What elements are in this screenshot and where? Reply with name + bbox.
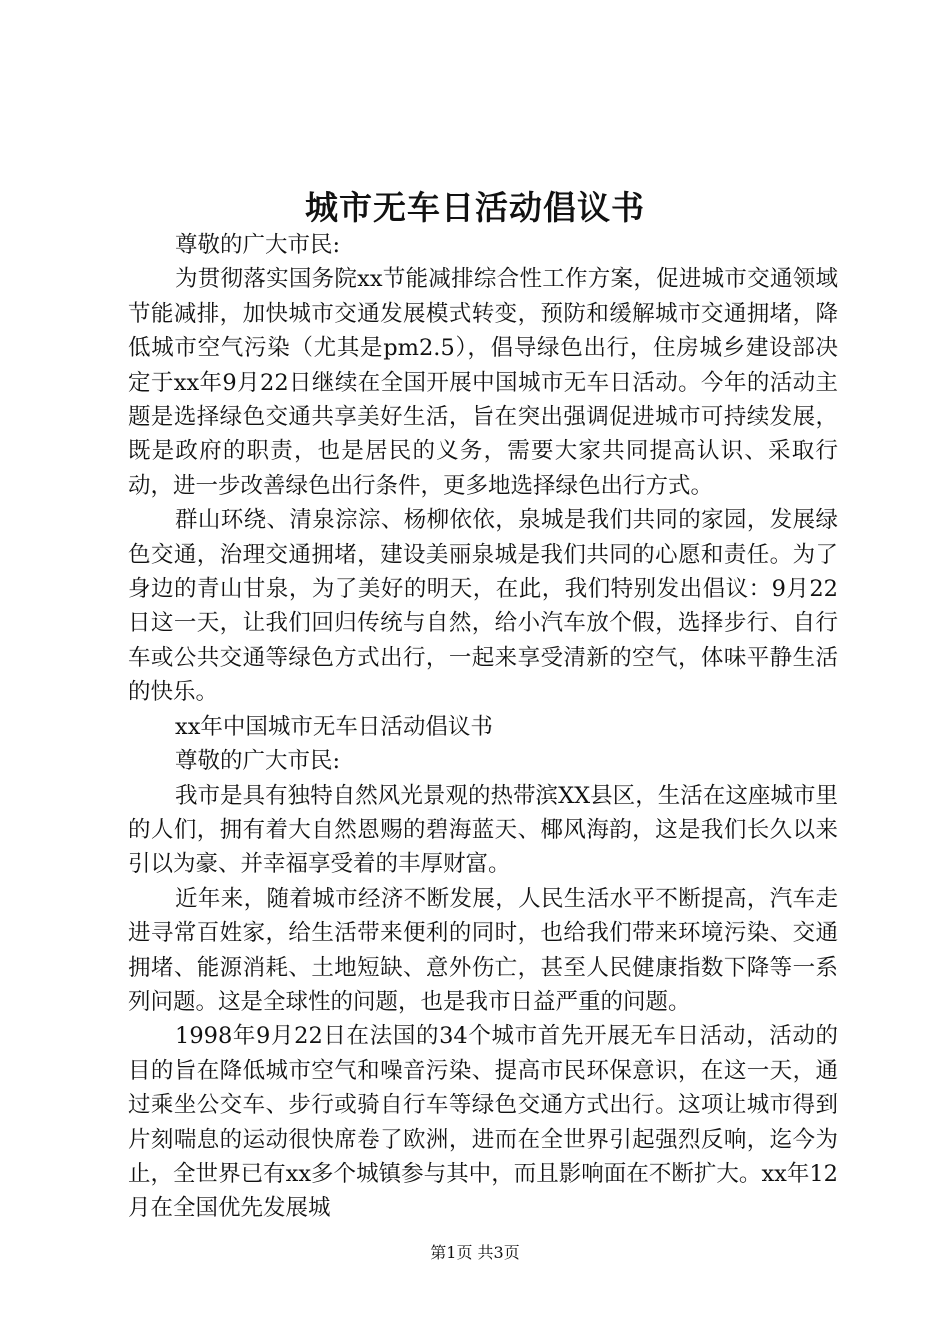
salutation: 尊敬的广大市民: — [175, 232, 341, 258]
paragraph: 近年来，随着城市经济不断发展，人民生活水平不断提高，汽车走进寻常百姓家，给生活带来便利的同时，也给我们带来环境污染、交通拥堵、能源消耗、土地短缺、意外伤亡，甚至人民健康指数下降等一系列问题。这是全球性的问题，也是我市日益严重的问题。 — [128, 885, 838, 1015]
paragraph: 为贯彻落实国务院xx节能减排综合性工作方案，促进城市交通领域节能减排，加快城市交通发展模式转变，预防和缓解城市交通拥堵，降低城市空气污染（尤其是pm2.5），倡导绿色出行，住房城乡建设部决定于xx年9月22日继续在全国开展中国城市无车日活动。今年的活动主题是选择绿色交通共享美好生活，旨在突出强调促进城市可持续发展，既是政府的职责，也是居民的义务，需要大家共同提高认识、采取行动，进一步改善绿色出行条件，更多地选择绿色出行方式。 — [128, 266, 838, 499]
document-body — [128, 228, 838, 1226]
paragraph: 我市是具有独特自然风光景观的热带滨XX县区，生活在这座城市里的人们，拥有着大自然恩赐的碧海蓝天、椰风海韵，这是我们长久以来引以为豪、并幸福享受着的丰厚财富。 — [128, 782, 838, 878]
paragraph: 群山环绕、清泉淙淙、杨柳依依，泉城是我们共同的家园，发展绿色交通，治理交通拥堵，建设美丽泉城是我们共同的心愿和责任。为了身边的青山甘泉，为了美好的明天，在此，我们特别发出倡议：9月22日这一天，让我们回归传统与自然，给小汽车放个假，选择步行、自行车或公共交通等绿色方式出行，一起来享受清新的空气，体味平静生活的快乐。 — [128, 507, 838, 706]
document-title: 城市无车日活动倡议书 — [305, 188, 645, 227]
salutation: 尊敬的广大市民: — [175, 748, 341, 775]
page-number: 第1页 共3页 — [430, 1243, 520, 1262]
section-heading: xx年中国城市无车日活动倡议书 — [175, 713, 493, 740]
paragraph: 1998年9月22日在法国的34个城市首先开展无车日活动，活动的目的旨在降低城市空气和噪音污染、提高市民环保意识，在这一天，通过乘坐公交车、步行或骑自行车等绿色交通方式出行。这项让城市得到片刻喘息的运动很快席卷了欧洲，进而在全世界引起强烈反响，迄今为止，全世界已有xx多个城镇参与其中，而且影响面在不断扩大。xx年12月在全国优先发展城 — [128, 1023, 838, 1222]
